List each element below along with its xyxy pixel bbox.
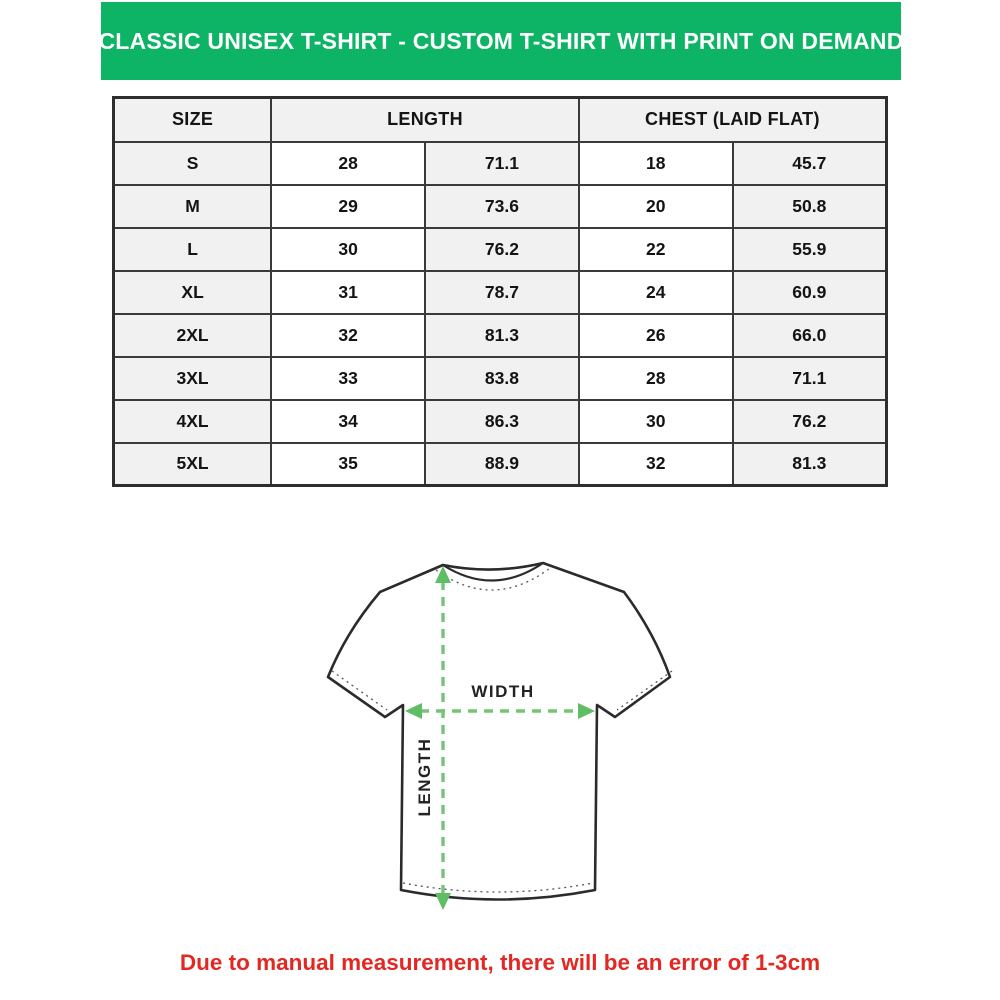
measurement-error-note <box>0 950 1000 976</box>
length-in-cell: 33 <box>271 357 425 400</box>
tshirt-measurement-diagram <box>322 550 682 922</box>
width-label: WIDTH <box>471 682 535 701</box>
length-in-cell: 32 <box>271 314 425 357</box>
table-row <box>114 357 887 400</box>
length-cm-cell: 88.9 <box>425 443 579 486</box>
size-cell: XL <box>114 271 272 314</box>
page-title: CLASSIC UNISEX T-SHIRT - CUSTOM T-SHIRT WITH PRINT ON DEMAND <box>98 27 904 54</box>
note-text: Due to manual measurement, there will be an error of 1-3cm <box>179 950 821 975</box>
length-cm-cell: 81.3 <box>425 314 579 357</box>
chest-cm-cell: 55.9 <box>733 228 887 271</box>
chest-cm-cell: 66.0 <box>733 314 887 357</box>
table-row <box>114 443 887 486</box>
table-row <box>114 314 887 357</box>
chest-in-cell: 24 <box>579 271 733 314</box>
length-label: LENGTH <box>415 737 434 817</box>
chest-in-cell: 32 <box>579 443 733 486</box>
table-row <box>114 228 887 271</box>
length-in-cell: 35 <box>271 443 425 486</box>
size-cell: 4XL <box>114 400 272 443</box>
length-cm-cell: 76.2 <box>425 228 579 271</box>
size-cell: 3XL <box>114 357 272 400</box>
chest-in-cell: 18 <box>579 142 733 185</box>
size-cell: 2XL <box>114 314 272 357</box>
length-in-cell: 28 <box>271 142 425 185</box>
table-header-row <box>114 98 887 142</box>
size-table <box>112 96 888 487</box>
length-in-cell: 34 <box>271 400 425 443</box>
tshirt-outline-drawing <box>322 550 682 922</box>
size-cell: S <box>114 142 272 185</box>
length-cm-cell: 73.6 <box>425 185 579 228</box>
column-header-chest: CHEST (LAID FLAT) <box>579 98 887 142</box>
length-arrowhead-bottom <box>435 893 451 910</box>
chest-in-cell: 30 <box>579 400 733 443</box>
chest-cm-cell: 45.7 <box>733 142 887 185</box>
size-cell: M <box>114 185 272 228</box>
column-header-length: LENGTH <box>271 98 579 142</box>
table-row <box>114 185 887 228</box>
title-banner <box>98 2 904 80</box>
table-row <box>114 142 887 185</box>
length-in-cell: 29 <box>271 185 425 228</box>
chest-in-cell: 22 <box>579 228 733 271</box>
chest-cm-cell: 76.2 <box>733 400 887 443</box>
length-cm-cell: 71.1 <box>425 142 579 185</box>
chest-in-cell: 26 <box>579 314 733 357</box>
length-in-cell: 31 <box>271 271 425 314</box>
chest-cm-cell: 71.1 <box>733 357 887 400</box>
table-row <box>114 271 887 314</box>
length-cm-cell: 83.8 <box>425 357 579 400</box>
size-cell: 5XL <box>114 443 272 486</box>
chest-in-cell: 20 <box>579 185 733 228</box>
length-in-cell: 30 <box>271 228 425 271</box>
chest-in-cell: 28 <box>579 357 733 400</box>
column-header-size: SIZE <box>114 98 272 142</box>
size-cell: L <box>114 228 272 271</box>
tshirt-body-outline <box>328 563 670 900</box>
length-cm-cell: 78.7 <box>425 271 579 314</box>
chest-cm-cell: 60.9 <box>733 271 887 314</box>
length-cm-cell: 86.3 <box>425 400 579 443</box>
chest-cm-cell: 50.8 <box>733 185 887 228</box>
table-row <box>114 400 887 443</box>
chest-cm-cell: 81.3 <box>733 443 887 486</box>
